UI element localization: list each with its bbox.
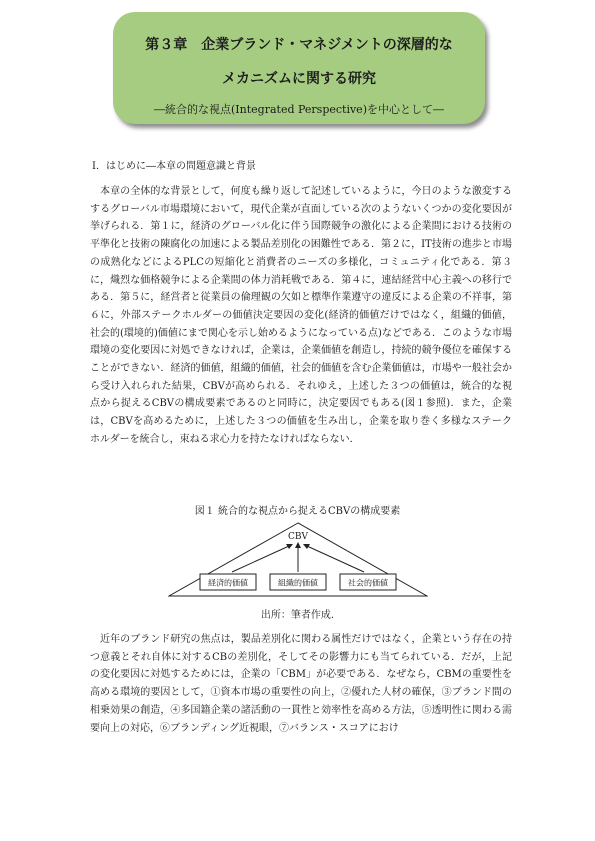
body-paragraph-2: 近年のブランド研究の焦点は，製品差別化に関わる属性だけではなく，企業という存在の持つ意義とそれ自体に対するCBの差別化，そしてその影響力にも当てられている．だが，上記の変化要因に対処するためには，企業の「CBM」が必要である．なぜなら，CBMの重要性を高める環境的要因として，①資本市場の重要性の向上，②優れた人材の確保，③ブランド間の相乗効果の創造，④多国籍企業の諸活動の一貫性と効率性を高める方法，⑤透明性に関わる需要向上の対応，⑥ブランディング近視眼，⑦バランス・スコアにおけ — [90, 634, 512, 734]
cbv-apex-label: CBV — [288, 532, 308, 542]
chapter-subtitle: ―統合的な視点(Integrated Perspective)を中心として― — [154, 103, 444, 116]
label-social-value: 社会的価値 — [348, 578, 388, 588]
cbv-figure — [168, 522, 428, 598]
arrow-left — [232, 546, 289, 572]
cbv-diagram — [168, 522, 428, 598]
figure-caption: 図１ 統合的な視点から捉えるCBVの構成要素 — [194, 506, 401, 517]
arrow-right — [307, 546, 364, 572]
label-organizational-value: 組織的価値 — [278, 578, 318, 588]
arrowhead-center — [295, 542, 301, 548]
chapter-title-line2: メカニズムに関する研究 — [222, 71, 376, 87]
label-economic-value: 経済的価値 — [208, 578, 248, 588]
chapter-title-line1: 第３章 企業ブランド・マネジメントの深層的な — [145, 37, 453, 53]
section-heading: Ⅰ．はじめに―本章の問題意識と背景 — [92, 161, 256, 172]
body-paragraph-1: 本章の全体的な背景として，何度も繰り返して記述しているように，今日のような激変するするグローバル市場環境において，現代企業が直面している次のようないくつかの変化要因が挙げられる．第１に，経済のグローバル化に伴う国際競争の激化による企業間における技術の平準化と技術の陳腐化の加速による製品差別化の困難性である．第２に，IT技術の進歩と市場の成熟化などによるPLCの短縮化と消費者のニーズの多様化，コミュニティ化である．第３に，熾烈な価格競争による企業間の体力消耗戦である．第４に，連結経営中心主義への移行である．第５に，経営者と従業員の倫理観の欠如と標準作業遵守の違反による企業の不祥事，第６に，外部ステークホルダーの価値決定要因の変化(経済的価値だけではなく，組織的価値，社会的(環境的)価値にまで関心を示し始めるようになっている点)などである．このような市場環境の変化要因に対処できなければ，企業は，企業価値を創造し，持続的競争優位を確保することができない．経済的価値，組織的価値，社会的価値を含む企業価値は，市場や一般社会から受け入れられた結果，CBVが高められる．それゆえ，上述した３つの価値は，統合的な視点から捉えるCBVの構成要素であるのと同時に，決定要因でもある(図１参照)．また，企業は，CBVを高めるために，上述した３つの価値を生み出し，企業を取り巻く多様なステークホルダーを統合し，束ねる求心力を持たなければならない． — [90, 186, 512, 445]
chapter-title-box — [113, 12, 485, 124]
figure-source: 出所：筆者作成. — [260, 610, 335, 621]
